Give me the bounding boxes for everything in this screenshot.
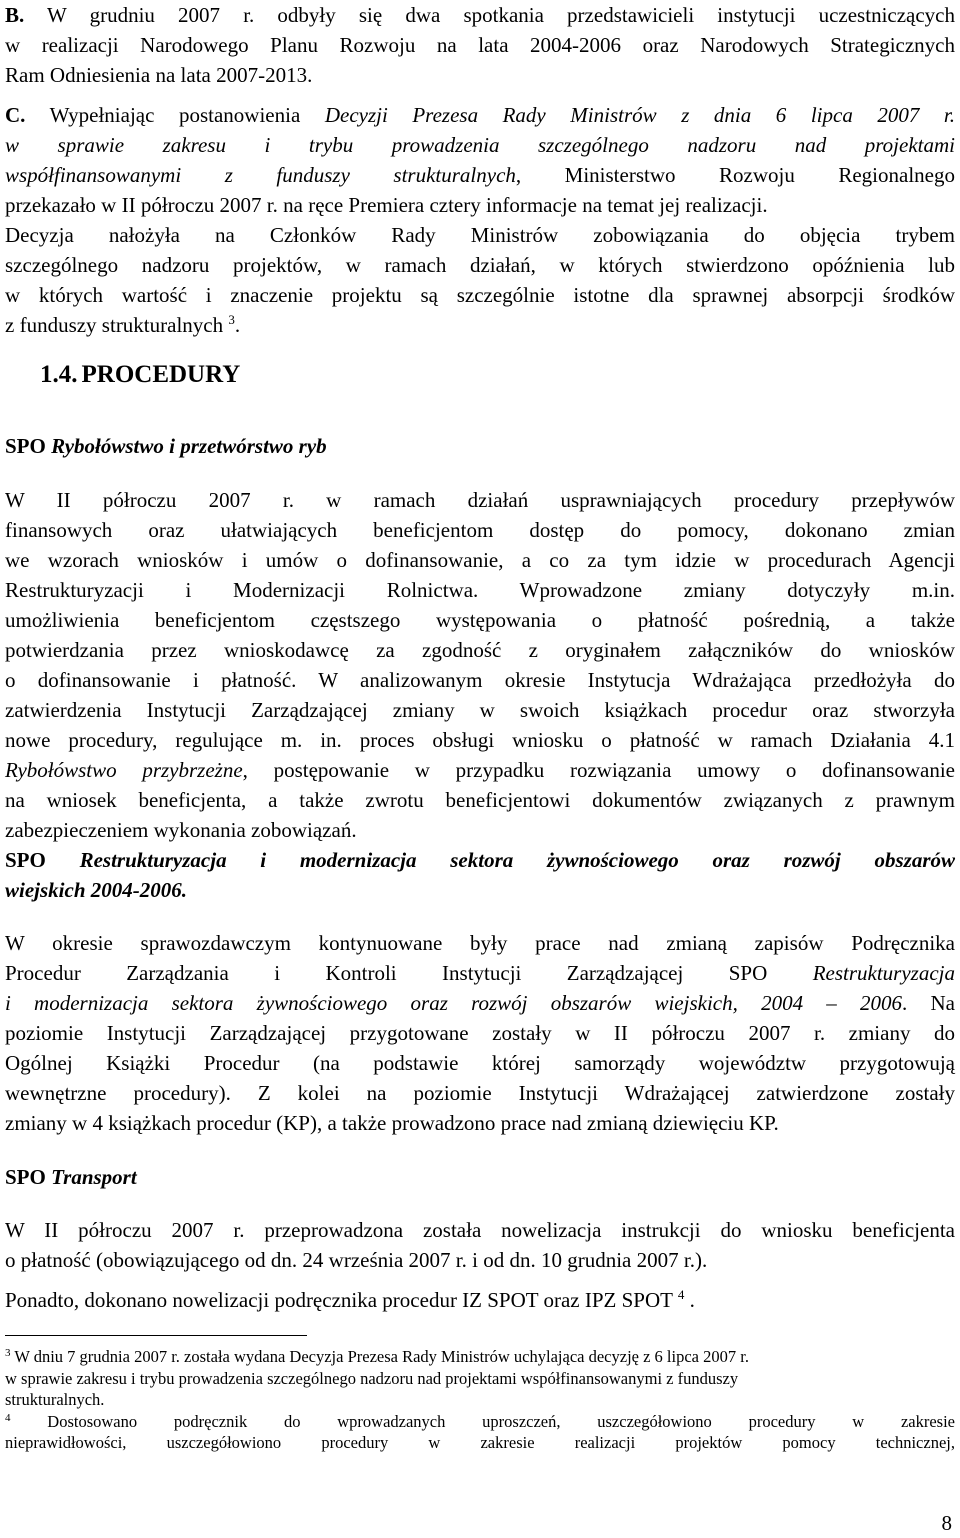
spo-fisheries-line: zabezpieczeniem wykonania zobowiązań. <box>5 818 357 842</box>
paragraph-c-line-6: szczególnego nadzoru projektów, w ramach działań, w których stwierdzono opóźnienia lub <box>5 253 955 277</box>
paragraph-c-line-4: przekazało w II półroczu 2007 r. na ręce Premiera cztery informacje na temat jej realizacji. <box>5 193 768 217</box>
footnote-4: $^4$ Dostosowano podręcznik do wprowadzanych uproszczeń, uszczegółowiono procedury w zakresie <box>5 1411 955 1431</box>
spo-agriculture-line: W okresie sprawozdawczym kontynuowane były prace nad zmianą zapisów Podręcznika <box>5 931 955 955</box>
spo-fisheries-line: we wzorach wniosków i umów o dofinansowanie, a co za tym idzie w procedurach Agencji <box>5 548 955 572</box>
spo-transport-heading: SPO Transport <box>5 1165 137 1189</box>
spo-fisheries-line: W II półroczu 2007 r. w ramach działań usprawniających procedury przepływów <box>5 488 955 512</box>
footnote-3-line-2: w sprawie zakresu i trybu prowadzenia szczególnego nadzoru nad projektami współfinansowanymi z funduszy <box>5 1368 739 1388</box>
spo-transport-line: o płatność (obowiązującego od dn. 24 września 2007 r. i od dn. 10 grudnia 2007 r.). <box>5 1248 708 1272</box>
paragraph-c-line-2: w sprawie zakresu i trybu prowadzenia szczególnego nadzoru nad projektami <box>5 133 955 157</box>
spo-fisheries-line: zatwierdzenia Instytucji Zarządzającej zmiany w swoich książkach procedur oraz stworzyła <box>5 698 955 722</box>
spo-fisheries-heading: SPO Rybołówstwo i przetwórstwo ryb <box>5 434 327 458</box>
paragraph-c-line-7: w których wartość i znaczenie projektu są szczególnie istotne dla sprawnej absorpcji środków <box>5 283 955 307</box>
paragraph-c-line-1: C. Wypełniając postanowienia Decyzji Prezesa Rady Ministrów z dnia 6 lipca 2007 r. <box>5 103 956 127</box>
spo-agriculture-line: poziomie Instytucji Zarządzającej przygotowane zostały w II półroczu 2007 r. zmiany do <box>5 1021 955 1045</box>
spo-fisheries-line: potwierdzania przez wnioskodawcę za zgodność z oryginałem załączników do wniosków <box>5 638 955 662</box>
section-number: 1.4. <box>40 361 78 388</box>
paragraph-c-line-8: z funduszy strukturalnych $^3$. <box>5 312 241 337</box>
footnote-ref-4[interactable]: 4 <box>677 1287 685 1302</box>
page-number: 8 <box>941 1511 952 1535</box>
footnotes <box>5 1346 955 1454</box>
section-heading <box>40 360 240 390</box>
paragraph-b-line-2: w realizacji Narodowego Planu Rozwoju na lata 2004-2006 oraz Narodowych Strategicznych <box>5 33 955 57</box>
spo-fisheries-body <box>5 485 955 845</box>
footnote-3: $^3$ W dniu 7 grudnia 2007 r. została wydana Decyzja Prezesa Rady Ministrów uchylająca decyzję z 6 lipca 2007 r. <box>5 1347 749 1366</box>
paragraph-b-line-3: Ram Odniesienia na lata 2007-2013. <box>5 63 313 87</box>
paragraph-b <box>5 0 955 90</box>
footnote-4-number: 4 <box>5 1411 11 1424</box>
footnote-3-number: 3 <box>5 1347 11 1359</box>
spo-fisheries-line: Rybołówstwo przybrzeżne, postępowanie w przypadku rozwiązania umowy o dofinansowanie <box>5 758 955 782</box>
spo-agriculture-line: Ogólnej Książki Procedur (na podstawie której samorządy województw przygotowują <box>5 1051 955 1075</box>
footnote-separator <box>5 1335 307 1336</box>
spo-agriculture-line: i modernizacja sektora żywnościowego oraz rozwój obszarów wiejskich, 2004 – 2006. Na <box>5 991 955 1015</box>
paragraph-c-lead: C. <box>5 103 26 127</box>
section-title: PROCEDURY <box>81 361 241 388</box>
spo-agriculture-line: zmiany w 4 książkach procedur (KP), a także prowadzono prace nad zmianą dziewięciu KP. <box>5 1111 779 1135</box>
paragraph-b-line-1: B. W grudniu 2007 r. odbyły się dwa spotkania przedstawicieli instytucji uczestniczących <box>5 3 956 27</box>
spo-fisheries-line: na wniosek beneficjenta, a także zwrotu beneficjentowi dokumentów związanych z prawnym <box>5 788 955 812</box>
spo-agriculture-line: Procedur Zarządzania i Kontroli Instytucji Zarządzającej SPO Restrukturyzacja <box>5 961 955 985</box>
spo-agriculture-heading: SPO Restrukturyzacja i modernizacja sektora żywnościowego oraz rozwój obszarów wiejskich 2004-2006. <box>5 848 955 902</box>
spo-transport-line: Ponadto, dokonano nowelizacji podręcznika procedur IZ SPOT oraz IPZ SPOT $^4$ . <box>5 1287 695 1312</box>
spo-fisheries-line: o dofinansowanie i płatność. W analizowanym okresie Instytucja Wdrażająca przedłożyła do <box>5 668 955 692</box>
footnote-ref-3[interactable]: 3 <box>228 312 235 327</box>
spo-transport-body <box>5 1215 955 1315</box>
spo-transport-line: W II półroczu 2007 r. przeprowadzona została nowelizacja instrukcji do wniosku beneficjenta <box>5 1218 955 1242</box>
spo-agriculture-line: wewnętrzne procedury). Z kolei na poziomie Instytucji Wdrażającej zatwierdzone zostały <box>5 1081 955 1105</box>
paragraph-c-line-5: Decyzja nałożyła na Członków Rady Ministrów zobowiązania do objęcia trybem <box>5 223 955 247</box>
spo-fisheries-line: finansowych oraz ułatwiających beneficjentom dostęp do pomocy, dokonano zmian <box>5 518 955 542</box>
paragraph-b-lead: B. <box>5 3 25 27</box>
spo-fisheries-line: Restrukturyzacji i Modernizacji Rolnictwa. Wprowadzone zmiany dotyczyły m.in. <box>5 578 955 602</box>
footnote-3-line-3: strukturalnych. <box>5 1390 105 1409</box>
spo-agriculture-body <box>5 928 955 1138</box>
paragraph-c-line-3: współfinansowanymi z funduszy strukturalnych, Ministerstwo Rozwoju Regionalnego <box>5 163 955 187</box>
spo-fisheries-line: umożliwienia beneficjentom częstszego występowania o płatność pośrednią, a także <box>5 608 955 632</box>
spo-fisheries-line: nowe procedury, regulujące m. in. proces obsługi wniosku o płatność w ramach Działania 4.1 <box>5 728 955 752</box>
footnote-4-line-2: nieprawidłowości, uszczegółowiono procedury w zakresie realizacji projektów pomocy technicznej, <box>5 1433 955 1452</box>
paragraph-c <box>5 100 955 340</box>
